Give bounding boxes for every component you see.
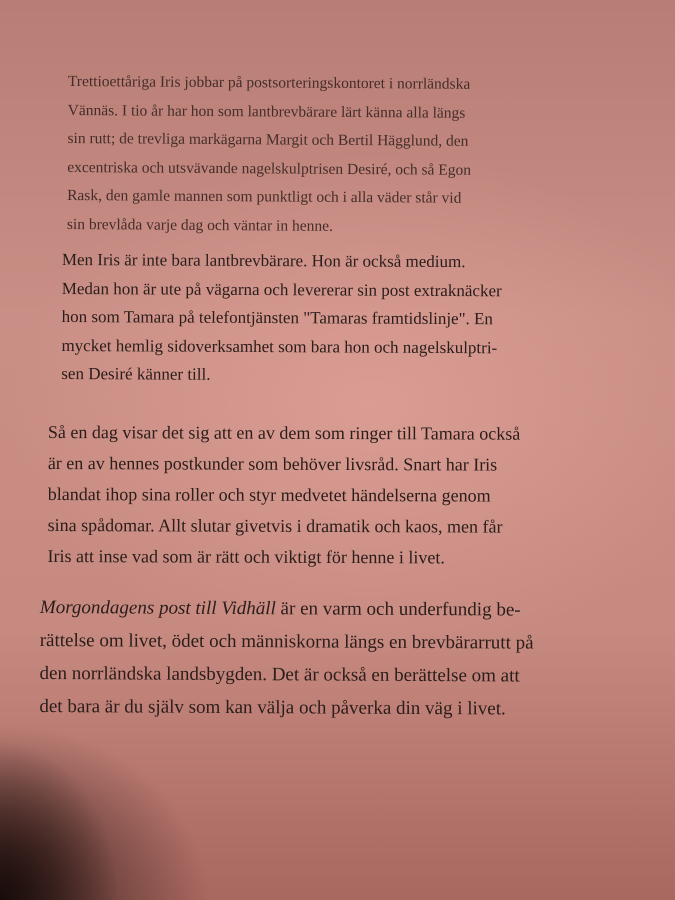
text-line: rättelse om livet, ödet och människorna längs en brevbärarrutt på [39, 629, 534, 654]
blurb-paragraph-1 [67, 68, 472, 242]
text-line: Rask, den gamle mannen som punktligt och i alla väder står vid [67, 186, 462, 207]
text-line: Så en dag visar det sig att en av dem som ringer till Tamara också [47, 421, 521, 444]
text-line: sina spådomar. Allt slutar givetvis i dramatik och kaos, men får [47, 514, 503, 537]
text-line: Iris att inse vad som är rätt och viktigt för henne i livet. [47, 545, 445, 568]
text-line: Vännäs. I tio år har hon som lantbrevbärare lärt känna alla längs [67, 101, 466, 122]
text-line: Men Iris är inte bara lantbrevbärare. Hon är också medium. [61, 249, 466, 272]
text-line: är en av hennes postkunder som behöver livsråd. Snart har Iris [47, 452, 498, 475]
text-line: hon som Tamara på telefontjänsten "Tamaras framtidslinje". En [61, 306, 494, 329]
text-line-first [40, 591, 534, 627]
text-line: sin brevlåda varje dag och väntar in henne. [66, 215, 333, 235]
book-title-italic: Morgondagens post till Vidhäll [39, 596, 276, 620]
blurb-paragraph-4 [39, 591, 534, 726]
text-line: Trettioettåriga Iris jobbar på postsorteringskontoret i norrländska [67, 72, 471, 93]
text-line-rest: är en varm och underfundig be- [275, 598, 521, 621]
text-line: Medan hon är ute på vägarna och levererar sin post extraknäcker [61, 278, 502, 300]
text-line: den norrländska landsbygden. Det är också en berättelse om att [39, 662, 520, 687]
text-line: excentriska och utsvävande nagelskulptrisen Desiré, och så Egon [67, 158, 472, 179]
corner-shadow [0, 740, 120, 900]
text-line: blandat ihop sina roller och styr medvetet händelserna genom [47, 483, 491, 506]
text-line: sin rutt; de trevliga markägarna Margit och Bertil Hägglund, den [67, 129, 469, 150]
blurb-paragraph-3 [47, 417, 520, 574]
blurb-paragraph-2 [61, 246, 502, 391]
text-line: sen Desiré känner till. [61, 363, 211, 384]
text-line: det bara är du själv som kan välja och påverka din väg i livet. [39, 695, 506, 720]
text-line: mycket hemlig sidoverksamhet som bara hon och nagelskulptri- [61, 335, 498, 357]
